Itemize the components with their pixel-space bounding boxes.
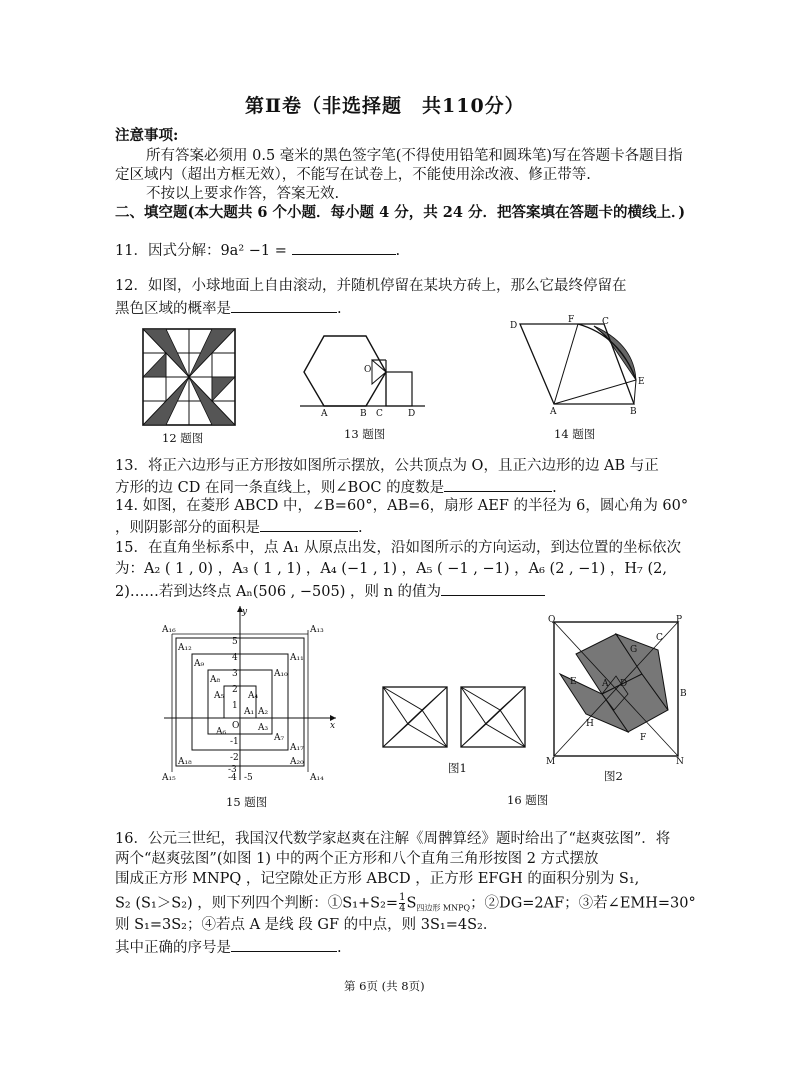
fig15-label-a2: A₂ — [258, 707, 269, 717]
figure-13 — [300, 330, 430, 420]
fig13-label-b: B — [360, 409, 367, 419]
page-title: 第Ⅱ卷（非选择题 共110分） — [245, 95, 525, 117]
fig15-label-a11: A₁₁ — [290, 653, 304, 663]
fig15-label-a13: A₁₃ — [310, 625, 324, 635]
fig15-label-a7: A₇ — [274, 733, 285, 743]
figure-16-sub2: 图2 — [604, 769, 623, 783]
fig16-label-m: M — [546, 757, 556, 767]
figure-13-caption: 13 题图 — [344, 427, 386, 441]
fig15-tick-5: 5 — [232, 637, 238, 647]
fig16-label-c: C — [656, 633, 663, 643]
q14-answer-blank[interactable] — [260, 516, 358, 532]
fig15-label-a14: A₁₄ — [310, 773, 324, 783]
fig15-label-a5: A₅ — [214, 691, 225, 701]
fig15-label-a12: A₁₂ — [178, 643, 192, 653]
q12-answer-blank[interactable] — [231, 297, 337, 313]
fig13-label-c: C — [376, 409, 383, 419]
q11-answer-blank[interactable] — [292, 239, 396, 255]
fig15-tick-m3: -3 — [228, 765, 237, 775]
fig14-label-c: C — [602, 317, 609, 327]
q16-fraction-num: 1 — [399, 892, 406, 903]
q14-line-2 — [115, 516, 363, 538]
q11-end: . — [395, 243, 401, 259]
fig13-label-o: O — [364, 365, 372, 375]
q14-end: . — [358, 520, 363, 536]
fig15-label-a18: A₁₈ — [178, 757, 192, 767]
q16-fraction — [399, 893, 405, 914]
q16-line-1: 16．公元三世纪，我国汉代数学家赵爽在注解《周髀算经》题时给出了“赵爽弦图”．将 — [115, 831, 671, 847]
fig16-label-h: H — [586, 719, 594, 729]
fig13-label-a: A — [321, 409, 328, 419]
figure-14-caption: 14 题图 — [554, 427, 596, 441]
figure-16-sub1: 图1 — [448, 761, 467, 775]
fig16-label-f: F — [640, 733, 647, 743]
fig14-label-e: E — [638, 377, 645, 387]
fig15-label-a10: A₁₀ — [274, 669, 288, 679]
fig16-label-p: P — [676, 615, 683, 625]
notice-line-1: 所有答案必须用 0.5 毫米的黑色签字笔(不得使用铅笔和圆珠笔)写在答题卡各题目指 — [146, 148, 683, 164]
fig15-label-a1: A₁ — [244, 707, 255, 717]
fig15-tick-4: 4 — [232, 653, 238, 663]
q13-answer-blank[interactable] — [444, 476, 552, 492]
figure-16-diagram-1b — [460, 686, 526, 748]
notice-line-2: 定区域内（超出方框无效），不能写在试卷上，不能使用涂改液、修正带等. — [115, 167, 591, 183]
q16-answer-blank[interactable] — [231, 936, 337, 952]
q16-line-5: 则 S₁=3S₂；④若点 A 是线 段 GF 的中点，则 3S₁=4S₂． — [115, 917, 498, 933]
figure-12-caption: 12 题图 — [162, 431, 204, 445]
q16-text: 其中正确的序号是 — [115, 940, 231, 956]
figure-16-diagram-2 — [546, 614, 687, 767]
q14-text: ，则阴影部分的面积是 — [115, 520, 260, 536]
fig13-label-d: D — [408, 409, 416, 419]
q16-line-3: 围成正方形 MNPQ ，记空隙处正方形 ABCD ，正方形 EFGH 的面积分别为 S₁, — [115, 871, 640, 887]
q11-text: 11．因式分解：9a² −1 = — [115, 243, 287, 259]
fig14-label-d: D — [510, 321, 518, 331]
fig15-label-a4: A₄ — [248, 691, 259, 701]
q15-text: 2)……若到达终点 Aₙ(506 , −505) ，则 n 的值为 — [115, 584, 442, 600]
fig15-label-y: y — [242, 607, 248, 617]
figure-15-caption: 15 题图 — [226, 795, 268, 809]
fig15-label-a15: A₁₅ — [162, 773, 176, 783]
fig15-label-x: x — [330, 721, 336, 731]
fig16-label-n: N — [676, 757, 684, 767]
figure-16-diagram-1a — [382, 686, 448, 748]
fig15-label-a9: A₉ — [194, 659, 205, 669]
figure-16-caption: 16 题图 — [507, 793, 549, 807]
fig15-label-a3: A₃ — [258, 723, 269, 733]
fig15-tick-m5: -5 — [244, 773, 253, 783]
q16-line-2: 两个“赵爽弦图”(如图 1) 中的两个正方形和八个直角三角形按图 2 方式摆放 — [115, 851, 599, 867]
fig15-tick-3: 3 — [232, 669, 238, 679]
fig15-label-a20: A₂₀ — [290, 757, 304, 767]
q12-end: . — [337, 301, 342, 317]
q13-end: . — [552, 480, 557, 496]
q15-line-3 — [115, 580, 545, 602]
fig16-label-q: Q — [548, 615, 556, 625]
question-11 — [115, 239, 400, 261]
page-footer: 第 6页 (共 8页) — [344, 979, 425, 993]
notice-heading: 注意事项: — [115, 127, 179, 144]
fig15-tick-2: 2 — [232, 685, 238, 695]
q13-text: 方形的边 CD 在同一条直线上，则∠BOC 的度数是 — [115, 480, 445, 496]
q16-line4-part-b: S — [406, 895, 417, 912]
fig15-tick-m1: -1 — [230, 737, 239, 747]
q16-line4-subscript: 四边形 MNPQ — [416, 903, 471, 913]
fig16-label-d: D — [620, 679, 628, 689]
section-heading: 二、填空题(本大题共 6 个小题．每小题 4 分，共 24 分．把答案填在答题卡的横线上．) — [115, 204, 686, 221]
fig15-tick-1: 1 — [232, 701, 238, 711]
fig16-label-a: A — [602, 679, 609, 689]
fig15-tick-m4: -4 — [228, 773, 237, 783]
fig14-label-a: A — [550, 407, 557, 417]
q15-line-1: 15．在直角坐标系中，点 A₁ 从原点出发，沿如图所示的方向运动，到达位置的坐标依次 — [115, 540, 681, 556]
fig15-label-a8: A₈ — [210, 675, 221, 685]
q15-answer-blank[interactable] — [441, 580, 545, 596]
q16-end: . — [337, 940, 342, 956]
q13-line-2 — [115, 476, 557, 498]
fig16-label-b: B — [680, 689, 687, 699]
fig14-label-f: F — [568, 315, 575, 325]
fig15-label-a6: A₆ — [216, 727, 227, 737]
q16-line4-part-a: S₂ (S₁＞S₂) ，则下列四个判断：①S₁+S₂= — [115, 895, 399, 912]
fig15-label-origin: O — [232, 721, 240, 731]
q16-line4-part-c: ；②DG=2AF；③若∠EMH=30° — [470, 895, 696, 912]
figure-14 — [510, 314, 650, 418]
fig15-label-a17: A₁₇ — [290, 743, 304, 753]
q16-fraction-den: 4 — [399, 903, 406, 914]
q13-line-1: 13．将正六边形与正方形按如图所示摆放，公共顶点为 O，且正六边形的边 AB 与正 — [115, 458, 659, 474]
fig14-label-b: B — [630, 407, 637, 417]
figure-12 — [142, 328, 236, 426]
q16-line-6 — [115, 936, 342, 958]
q12-line-2 — [115, 297, 342, 319]
figure-15 — [160, 604, 346, 784]
q12-line-1: 12．如图，小球地面上自由滚动，并随机停留在某块方砖上，那么它最终停留在 — [115, 278, 627, 294]
notice-line-3: 不按以上要求作答，答案无效. — [146, 186, 340, 202]
fig15-label-a16: A₁₆ — [162, 625, 176, 635]
q15-line-2: 为：A₂ ( 1 , 0) ，A₃ ( 1 , 1) ，A₄ (−1 , 1) ，A₅ ( −1 , −1) ，A₆ (2 , −1) ，H₇ (2, — [115, 561, 667, 577]
fig15-tick-m2: -2 — [230, 753, 239, 763]
fig16-label-g: G — [630, 645, 638, 655]
q12-text: 黑色区域的概率是 — [115, 301, 231, 317]
fig16-label-e: E — [570, 677, 577, 687]
q14-line-1: 14. 如图，在菱形 ABCD 中，∠B=60°，AB=6，扇形 AEF 的半径为 6，圆心角为 60° — [115, 498, 689, 514]
